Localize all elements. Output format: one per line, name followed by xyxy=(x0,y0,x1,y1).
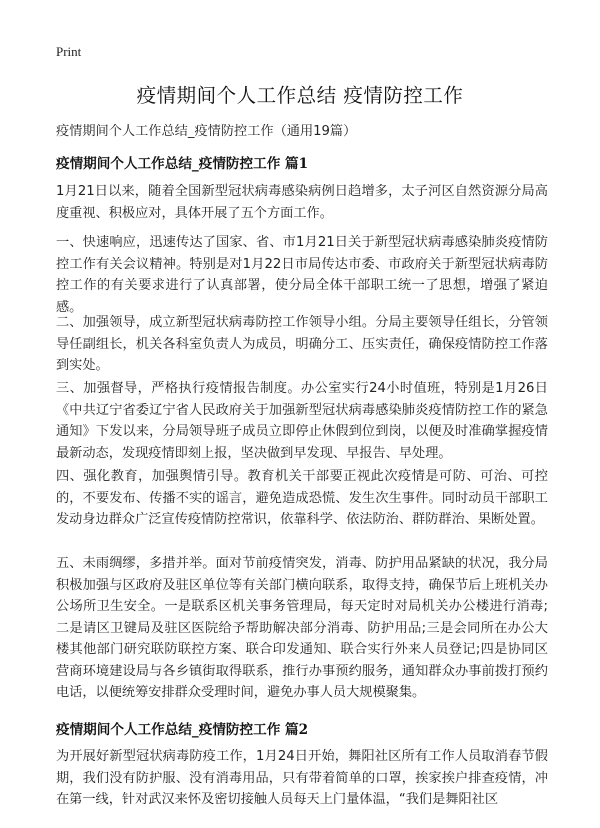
section-heading-2: 疫情期间个人工作总结_疫情防控工作 篇2 xyxy=(56,722,309,738)
document-subtitle: 疫情期间个人工作总结_疫情防控工作（通用19篇） xyxy=(56,124,357,139)
paragraph: 五、未雨绸缪，多措并举。面对节前疫情突发，消毒、防护用品紧缺的状况，我分局积极加强与区政府及驻区单位等有关部门横向联系，取得支持，确保节后上班机关办公场所卫生安全。一是联系区机关事务管理局，每天定时对局机关办公楼进行消毒;二是请区卫键局及驻区医院给予帮助解决部分消毒、防护用品;三是会同所在办公大楼其他部门研究联防联控方案、联合印发通知、联合实行外来人员登记;四是协同区营商环境建设局与各乡镇街取得联系，推行办事预约服务，通知群众办事前拨打预约电话，以便统筹安排群众受理时间，避免办事人员大规模聚集。 xyxy=(56,556,548,700)
paragraph: 三、加强督导，严格执行疫情报告制度。办公室实行24小时值班，特别是1月26日《中共辽宁省委辽宁省人民政府关于加强新型冠状病毒感染肺炎疫情防控工作的紧急通知》下发以来，分局领导班子成员立即停止休假到位到岗，以便及时准确掌握疫情最新动态，发现疫情即刻上报，坚决做到早发现、早报告、早处理。 xyxy=(56,381,548,461)
paragraph: 为开展好新型冠状病毒防疫工作，1月24日开始，舞阳社区所有工作人员取消春节假期，我们没有防护服、没有消毒用品，只有带着简单的口罩，挨家挨户排查疫情，冲在第一线，针对武汉来怀及密切接触人员每天上门量体温，“我们是舞阳社区 xyxy=(56,749,548,807)
paragraph: 一、快速响应，迅速传达了国家、省、市1月21日关于新型冠状病毒感染肺炎疫情防控工作有关会议精神。特别是对1月22日市局传达市委、市政府关于新型冠状病毒防控工作的有关要求进行了认真部署，使分局全体干部职工统一了思想，增强了紧迫感。 xyxy=(56,235,548,315)
section-heading-1: 疫情期间个人工作总结_疫情防控工作 篇1 xyxy=(56,156,309,172)
paragraph: 二、加强领导，成立新型冠状病毒防控工作领导小组。分局主要领导任组长，分管领导任副组长，机关各科室负责人为成员，明确分工、压实责任，确保疫情防控工作落到实处。 xyxy=(56,315,548,373)
paragraph: 1月21日以来，随着全国新型冠状病毒感染病例日趋增多，太子河区自然资源分局高度重视、积极应对，具体开展了五个方面工作。 xyxy=(56,184,548,221)
paragraph: 四、强化教育，加强舆情引导。教育机关干部要正视此次疫情是可防、可治、可控的，不要发布、传播不实的谣言，避免造成恐慌、发生次生事件。同时动员干部职工发动身边群众广泛宣传疫情防控常识，依靠科学、依法防治、群防群治、果断处置。 xyxy=(56,469,548,527)
document-title: 疫情期间个人工作总结 疫情防控工作 xyxy=(136,84,464,107)
print-link[interactable]: Print xyxy=(56,44,82,59)
